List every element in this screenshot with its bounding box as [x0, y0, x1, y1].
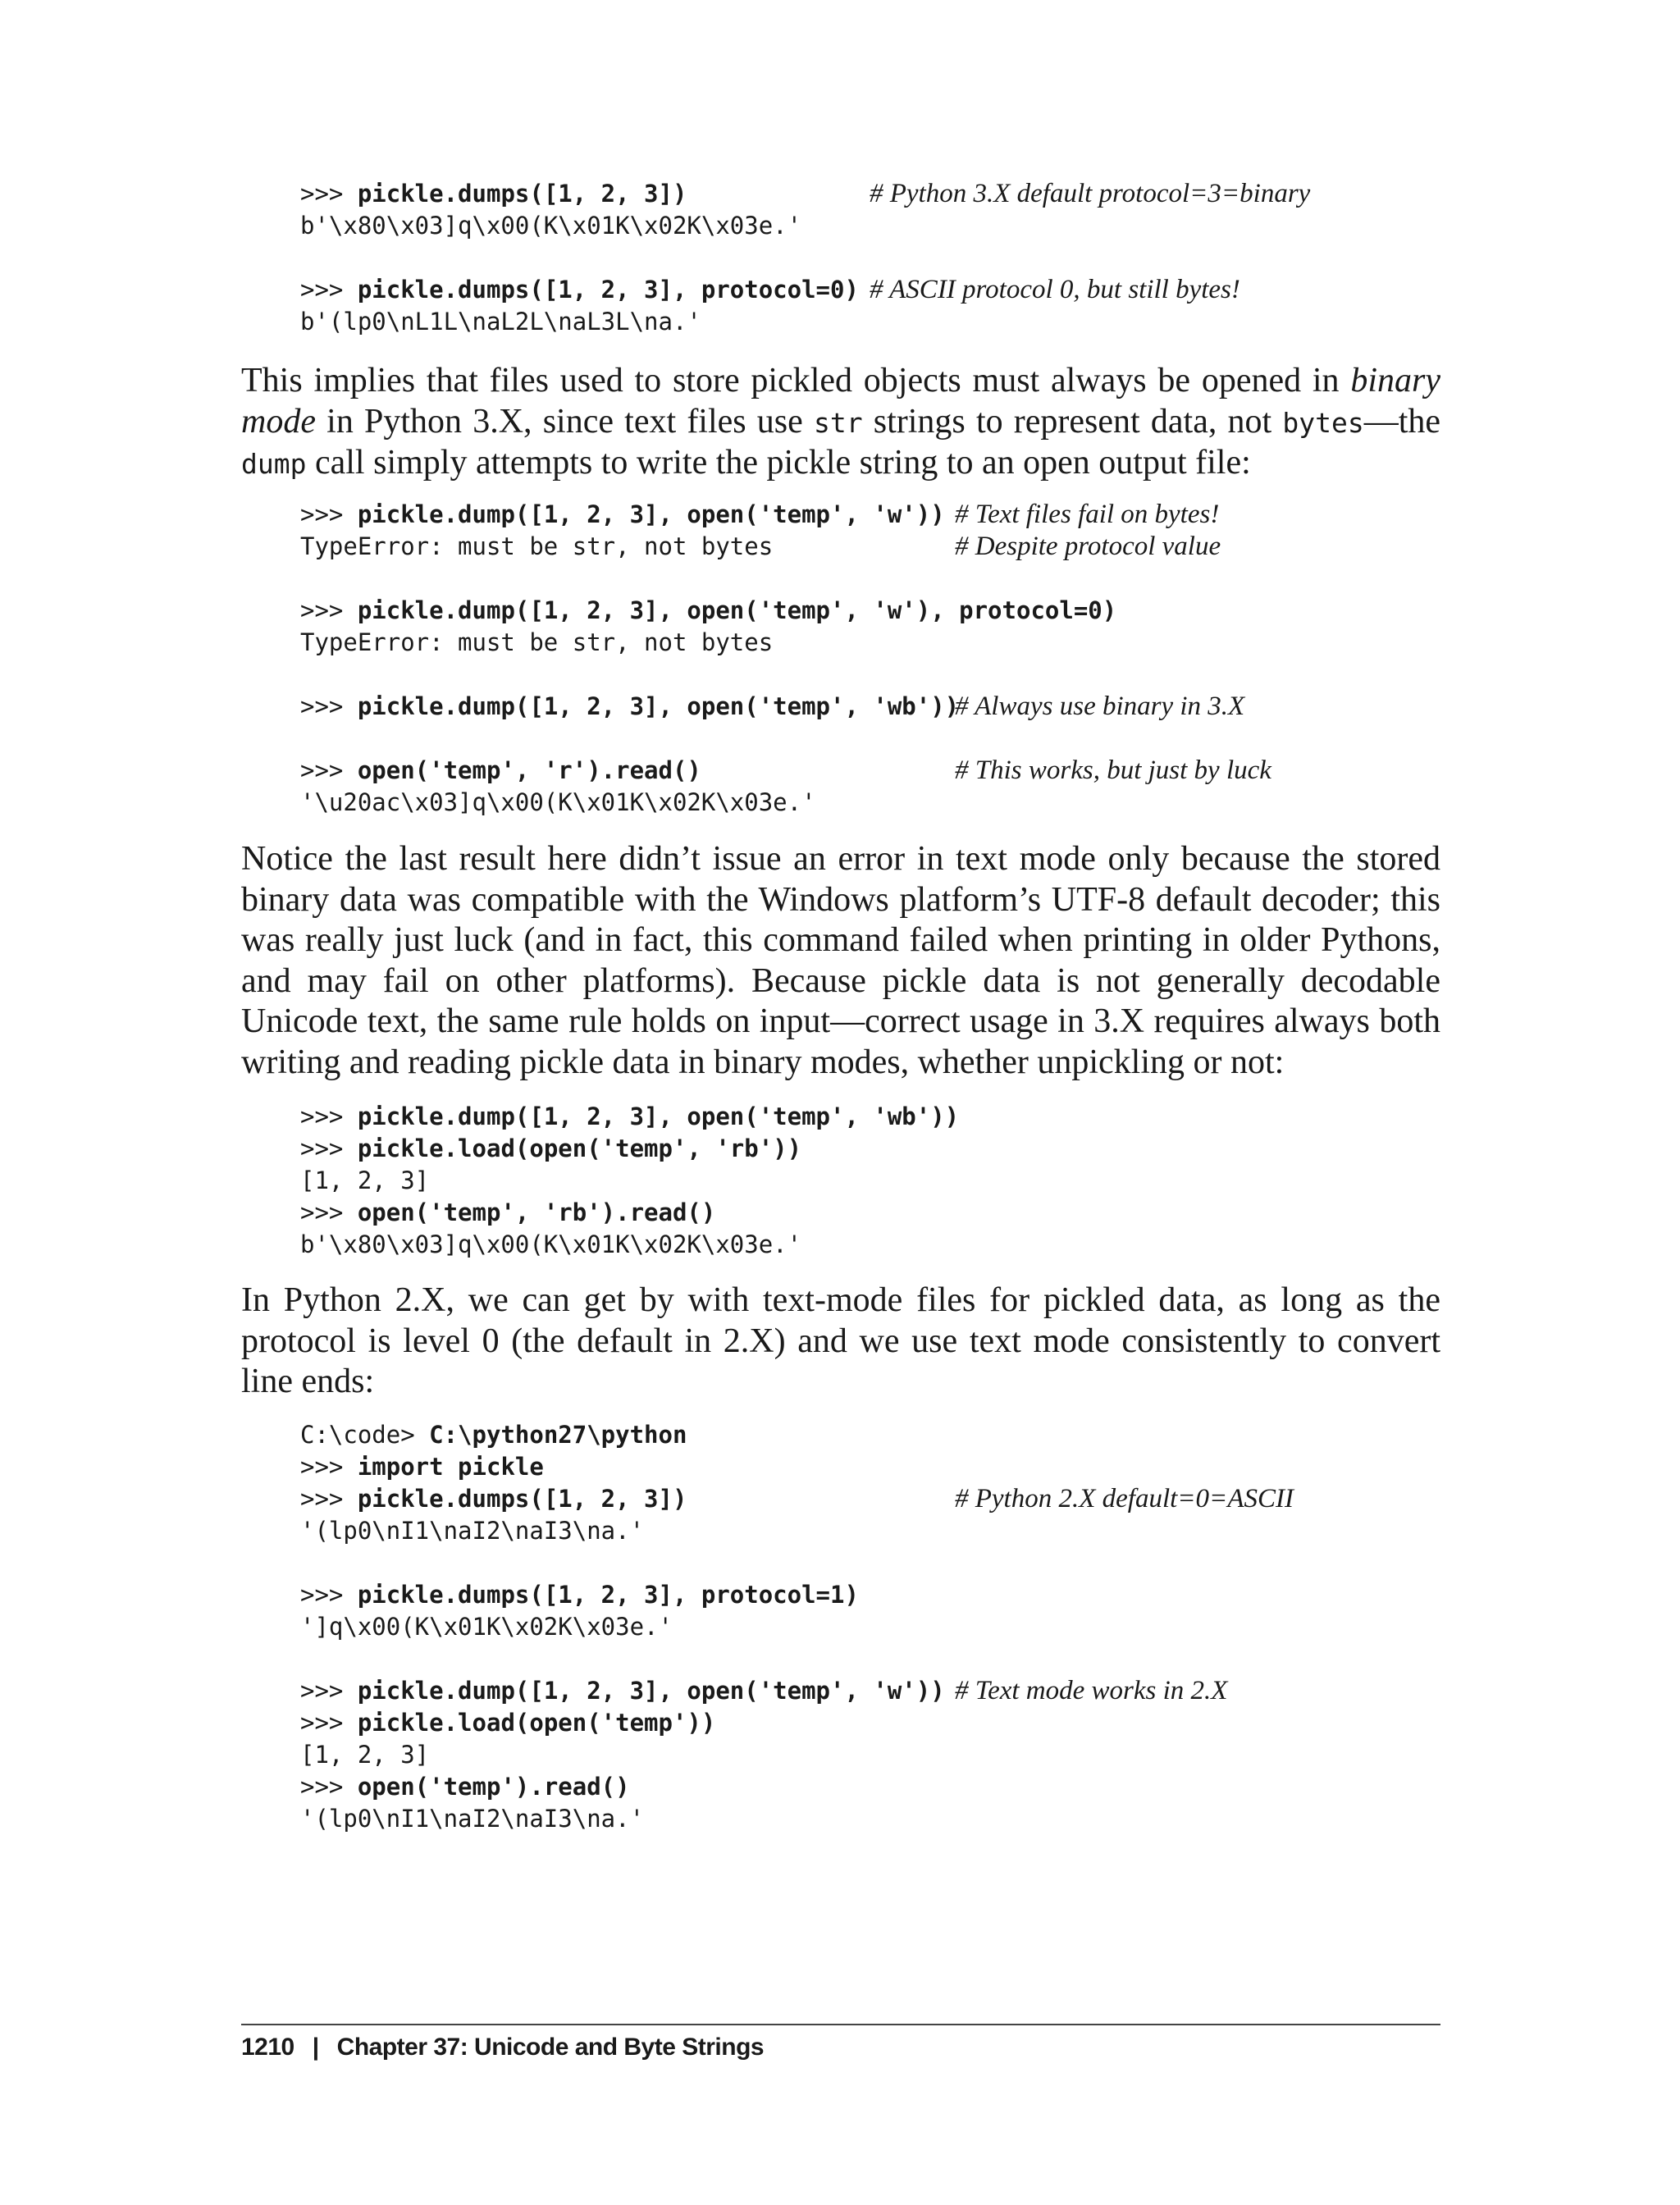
- code-output: [1, 2, 3]: [300, 1166, 430, 1194]
- code-output: '(lp0\nI1\naI2\naI3\na.': [300, 1805, 645, 1833]
- chapter-title: Chapter 37: Unicode and Byte Strings: [336, 2034, 765, 2061]
- code-line: [300, 210, 859, 242]
- code-line: >>> pickle.dumps([1, 2, 3]) # Python 2.X default=0=ASCII: [300, 1484, 1294, 1513]
- code-line: [300, 1611, 945, 1643]
- code-line: [300, 1515, 945, 1547]
- code-line: >>> open('temp', 'rb').read(): [300, 1198, 716, 1226]
- code-line: [300, 787, 1116, 819]
- code-line: >>> open('temp', 'r').read() # This works, but just by luck: [300, 756, 1271, 785]
- code-line: >>> pickle.dumps([1, 2, 3], protocol=0) # ASCII protocol 0, but still bytes!: [300, 275, 1240, 304]
- code-input: open('temp', 'rb').read(): [357, 1198, 716, 1226]
- inline-code-dump: dump: [241, 448, 307, 480]
- code-input: pickle.dump([1, 2, 3], open('temp', 'w')): [357, 500, 945, 528]
- code-output: b'\x80\x03]q\x00(K\x01K\x02K\x03e.': [300, 212, 802, 240]
- code-input: pickle.dumps([1, 2, 3]): [357, 180, 687, 208]
- emphasis-binary-mode: binary mode: [241, 362, 1440, 441]
- code-input: pickle.dump([1, 2, 3], open('temp', 'wb')): [357, 1102, 960, 1130]
- code-comment: # This works, but just by luck: [955, 756, 1271, 785]
- code-block-2: [300, 499, 1271, 819]
- page-number: 1210: [241, 2034, 294, 2061]
- code-line: >>> import pickle: [300, 1453, 544, 1481]
- code-output: '(lp0\nI1\naI2\naI3\na.': [300, 1517, 645, 1545]
- code-line: [300, 1229, 959, 1261]
- code-input: pickle.dump([1, 2, 3], open('temp', 'wb')): [357, 692, 960, 720]
- code-line: [300, 531, 1221, 563]
- code-line: >>> pickle.dump([1, 2, 3], open('temp', 'w'), protocol=0): [300, 596, 1117, 624]
- code-line: C:\code> C:\python27\python: [300, 1421, 687, 1449]
- code-blank-line: [300, 723, 1116, 755]
- code-block-4: [300, 1419, 1294, 1835]
- code-comment: # Despite protocol value: [955, 532, 1221, 561]
- code-blank-line: [300, 1547, 945, 1579]
- code-output: [1, 2, 3]: [300, 1741, 430, 1769]
- code-line: [300, 1165, 959, 1197]
- code-line: >>> pickle.load(open('temp')): [300, 1709, 716, 1737]
- code-comment: # Text files fail on bytes!: [955, 500, 1220, 529]
- code-block-1: [300, 178, 1311, 338]
- code-line: >>> pickle.dumps([1, 2, 3], protocol=1): [300, 1581, 859, 1609]
- code-line: >>> pickle.dump([1, 2, 3], open('temp', 'wb')) # Always use binary in 3.X: [300, 692, 1245, 721]
- code-line: >>> pickle.dump([1, 2, 3], open('temp', 'w')) # Text files fail on bytes!: [300, 500, 1220, 529]
- code-comment: # Python 2.X default=0=ASCII: [955, 1484, 1294, 1513]
- code-line: [300, 1739, 945, 1771]
- inline-code-bytes: bytes: [1282, 406, 1364, 439]
- code-output: ']q\x00(K\x01K\x02K\x03e.': [300, 1613, 673, 1641]
- code-line: >>> pickle.dump([1, 2, 3], open('temp', 'wb')): [300, 1102, 960, 1130]
- code-output: b'(lp0\nL1L\naL2L\naL3L\na.': [300, 308, 701, 336]
- code-input: pickle.dump([1, 2, 3], open('temp', 'w')): [357, 1677, 945, 1705]
- code-blank-line: [300, 563, 1116, 595]
- code-line: >>> open('temp').read(): [300, 1773, 630, 1801]
- code-blank-line: [300, 242, 859, 274]
- code-line: >>> pickle.dump([1, 2, 3], open('temp', 'w')) # Text mode works in 2.X: [300, 1676, 1228, 1705]
- footer-separator: |: [312, 2034, 319, 2061]
- code-line: [300, 1803, 945, 1835]
- code-block-3: [300, 1101, 959, 1261]
- code-input: pickle.dumps([1, 2, 3], protocol=1): [357, 1581, 859, 1609]
- code-line: >>> pickle.dumps([1, 2, 3]) # Python 3.X default protocol=3=binary: [300, 179, 1311, 208]
- body-paragraph-1: This implies that files used to store pickled objects must always be opened in binary mode in Python 3.X, since text files use str strings to represent data, not bytes—the dump call simply attempts to write the pickle string to an open output file:: [241, 362, 1441, 482]
- code-input: import pickle: [357, 1453, 544, 1481]
- code-input: open('temp', 'r').read(): [357, 756, 701, 784]
- code-input: open('temp').read(): [357, 1773, 630, 1801]
- code-input: pickle.dumps([1, 2, 3], protocol=0): [357, 276, 859, 304]
- code-comment: # Python 3.X default protocol=3=binary: [870, 179, 1311, 208]
- code-line: >>> pickle.load(open('temp', 'rb')): [300, 1134, 802, 1162]
- footer-rule: [241, 2024, 1440, 2025]
- inline-code-str: str: [813, 406, 863, 439]
- code-line: [300, 306, 859, 338]
- code-output: b'\x80\x03]q\x00(K\x01K\x02K\x03e.': [300, 1230, 802, 1258]
- code-input: pickle.dumps([1, 2, 3]): [357, 1485, 687, 1513]
- code-input: pickle.load(open('temp')): [357, 1709, 716, 1737]
- code-input: pickle.load(open('temp', 'rb')): [357, 1134, 802, 1162]
- code-input: C:\python27\python: [429, 1421, 687, 1449]
- code-comment: # Always use binary in 3.X: [955, 692, 1245, 721]
- code-comment: # Text mode works in 2.X: [955, 1676, 1228, 1705]
- code-input: pickle.dump([1, 2, 3], open('temp', 'w'), protocol=0): [357, 596, 1117, 624]
- code-blank-line: [300, 659, 1116, 691]
- body-paragraph-2: Notice the last result here didn’t issue an error in text mode only because the stored binary data was compatible with the Windows platform’s UTF-8 default decoder; this was really just luck (and in fact, this command failed when printing in older Pythons, and may fail on other platforms). Because pickle data is not generally decodable Unicode text, the same rule holds on input—correct usage in 3.X requires always both writing and reading pickle data in binary modes, whether unpickling or not:: [241, 840, 1440, 1081]
- code-line: [300, 627, 1116, 659]
- code-output: '\u20ac\x03]q\x00(K\x01K\x02K\x03e.': [300, 788, 816, 816]
- code-comment: # ASCII protocol 0, but still bytes!: [870, 275, 1240, 304]
- page-footer: [241, 2031, 764, 2064]
- code-output: TypeError: must be str, not bytes: [300, 628, 774, 656]
- body-paragraph-3: In Python 2.X, we can get by with text-mode files for pickled data, as long as the protocol is level 0 (the default in 2.X) and we use text mode consistently to convert line ends:: [241, 1281, 1440, 1400]
- code-output: TypeError: must be str, not bytes: [300, 532, 774, 560]
- code-blank-line: [300, 1643, 945, 1675]
